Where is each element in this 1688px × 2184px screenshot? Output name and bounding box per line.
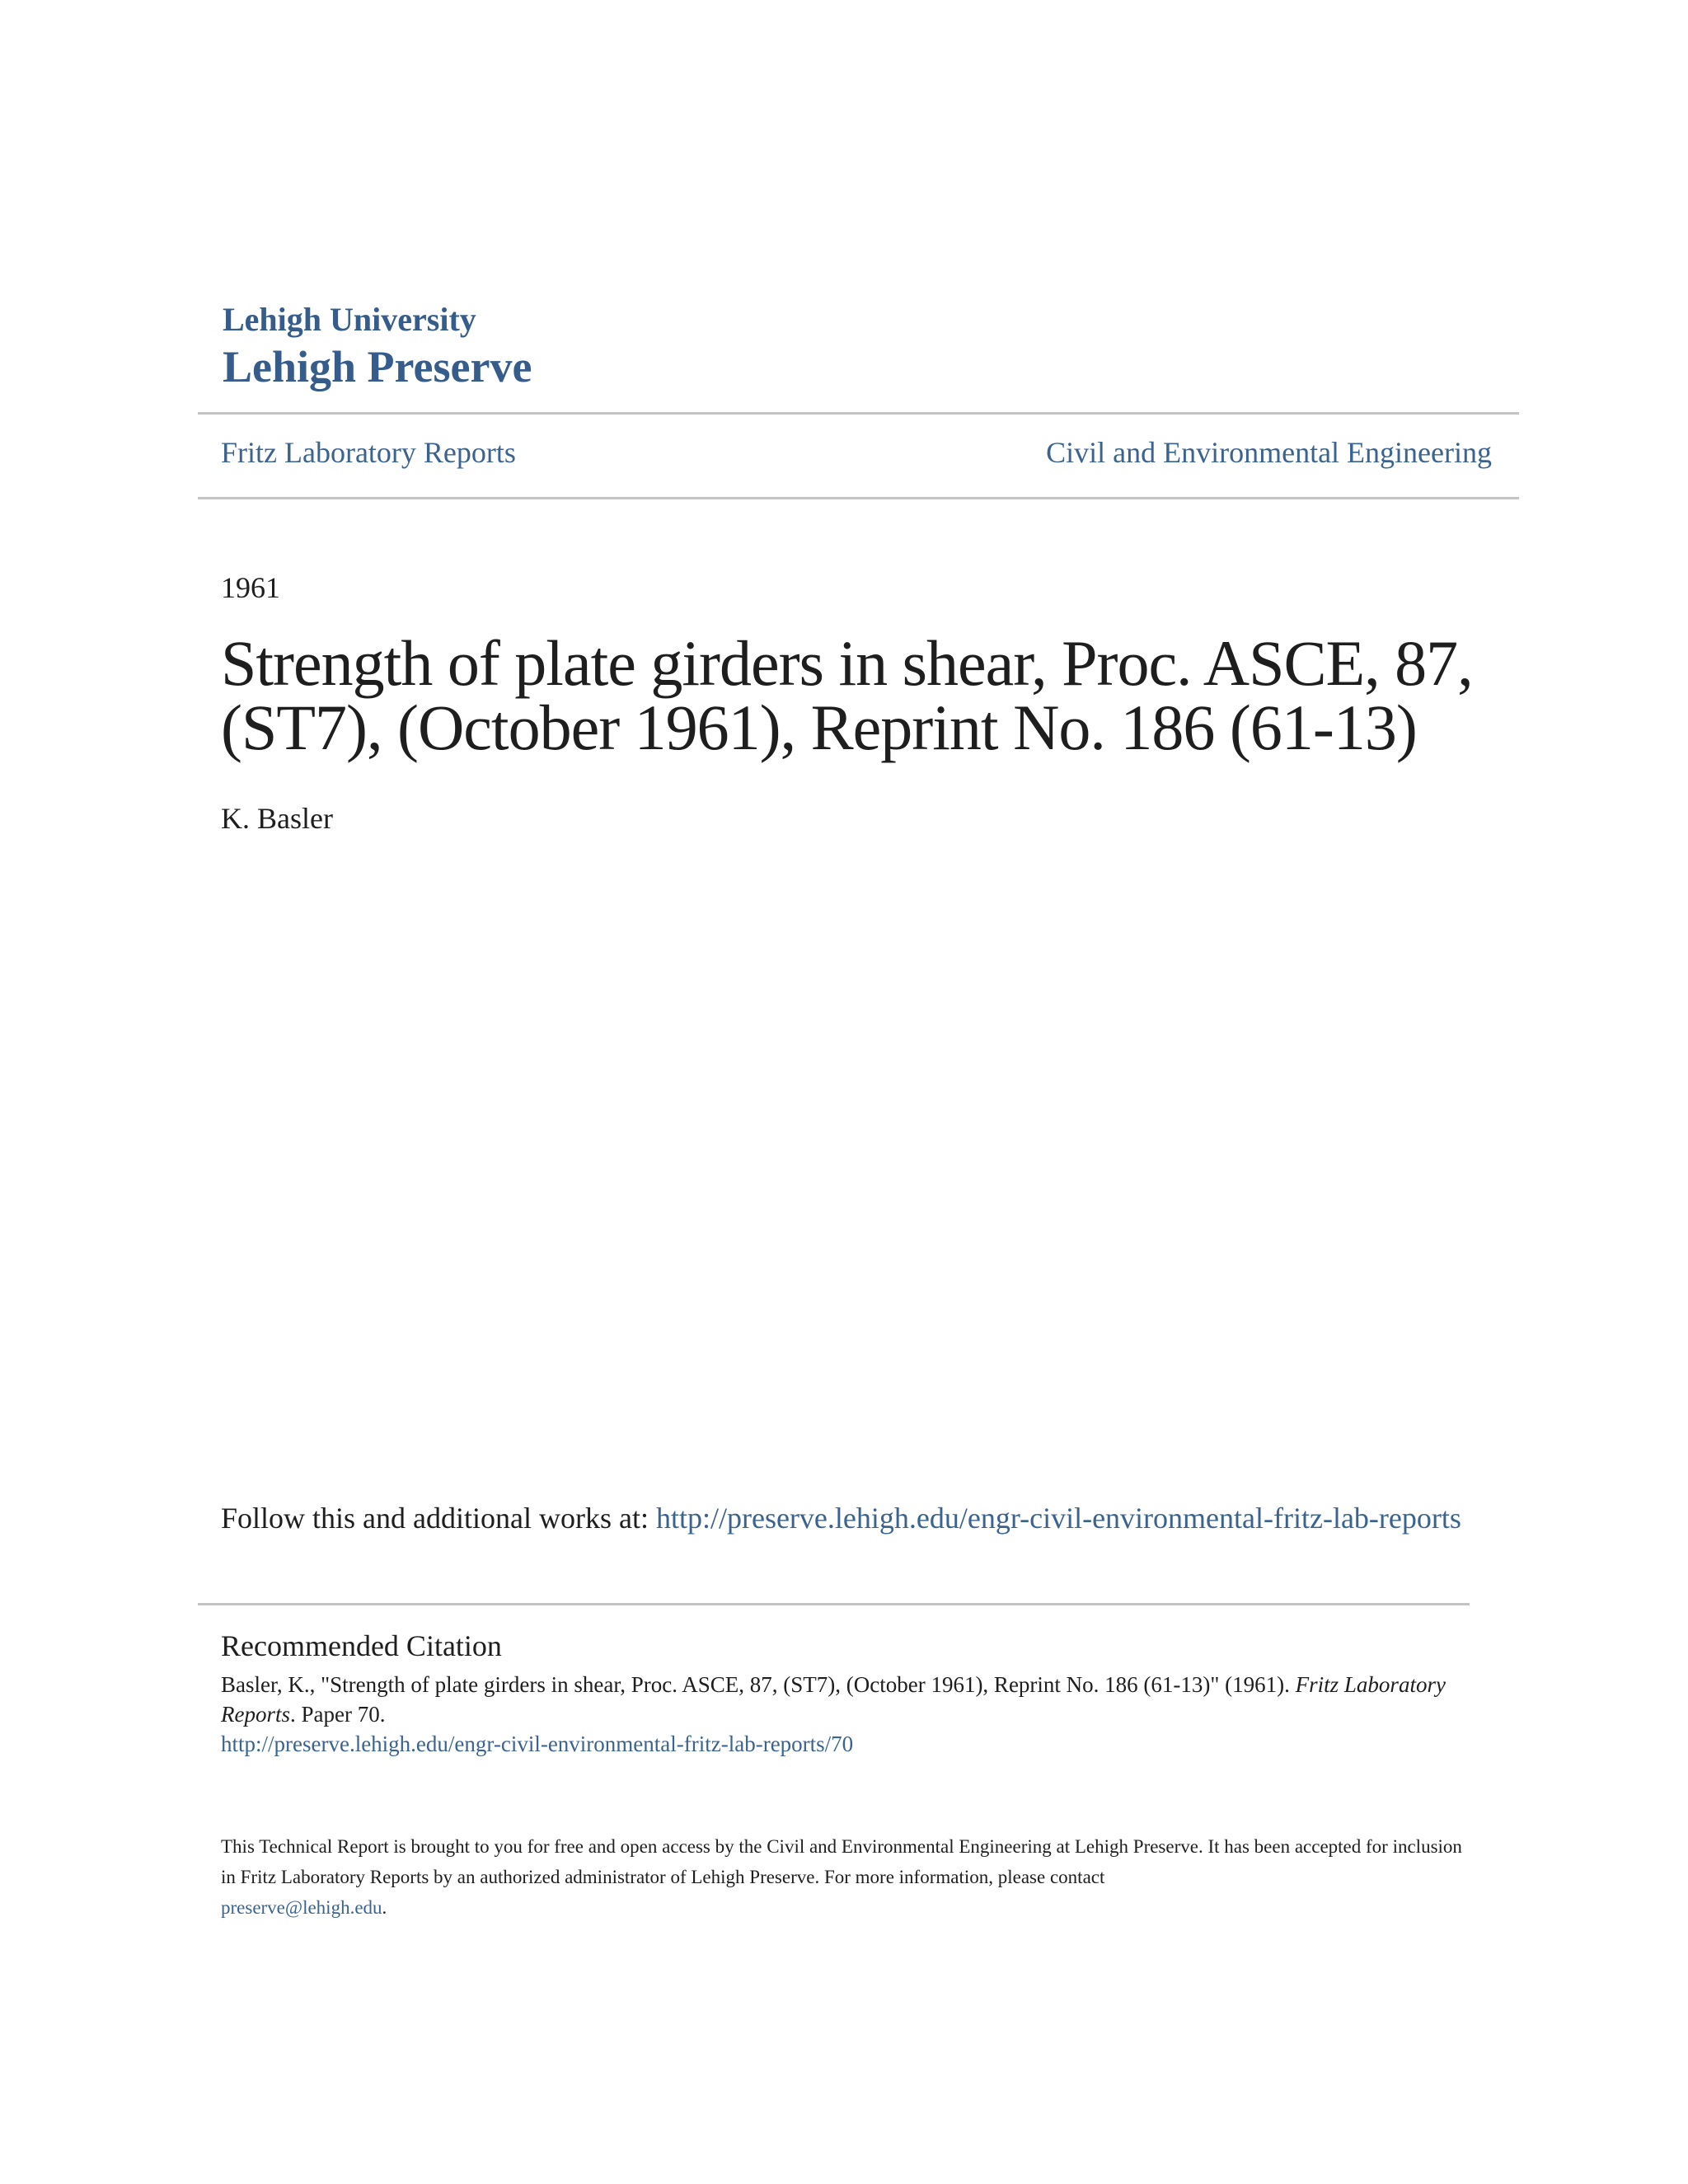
access-statement: [221, 1831, 1474, 1923]
top-divider: [198, 412, 1519, 415]
header-divider: [198, 497, 1519, 499]
university-name[interactable]: Lehigh University: [223, 301, 476, 338]
repository-name[interactable]: Lehigh Preserve: [223, 342, 532, 391]
document-author: K. Basler: [221, 802, 333, 835]
department-link[interactable]: Civil and Environmental Engineering: [1046, 436, 1492, 469]
citation-body: [221, 1670, 1474, 1759]
collection-url-link[interactable]: http://preserve.lehigh.edu/engr-civil-environmental-fritz-lab-reports: [655, 1502, 1461, 1535]
citation-series: Fritz Laboratory Reports: [221, 1672, 1446, 1727]
access-end: .: [382, 1897, 387, 1918]
citation-paper: . Paper 70.: [290, 1702, 386, 1727]
contact-email-link[interactable]: preserve@lehigh.edu: [221, 1897, 382, 1918]
publication-year: 1961: [221, 571, 280, 604]
access-text: This Technical Report is brought to you for free and open access by the Civil and Environmental Engineering at Lehigh Preserve. It has been accepted for inclusion in Fritz Laboratory Reports by an authorized administrator of Lehigh Preserve. For more information, please contact: [221, 1836, 1462, 1887]
citation-url-link[interactable]: http://preserve.lehigh.edu/engr-civil-environmental-fritz-lab-reports/70: [221, 1732, 854, 1756]
follow-prefix: Follow this and additional works at:: [221, 1502, 656, 1535]
citation-divider: [198, 1603, 1470, 1605]
follow-section: [221, 1498, 1474, 1538]
document-title: Strength of plate girders in shear, Proc. ASCE, 87, (ST7), (October 1961), Reprint No. 186 (61-13): [221, 627, 1473, 763]
series-link[interactable]: Fritz Laboratory Reports: [221, 436, 516, 469]
citation-text: Basler, K., "Strength of plate girders in shear, Proc. ASCE, 87, (ST7), (October 1961), Reprint No. 186 (61-13)" (1961).: [221, 1672, 1296, 1697]
citation-heading: Recommended Citation: [221, 1629, 502, 1662]
